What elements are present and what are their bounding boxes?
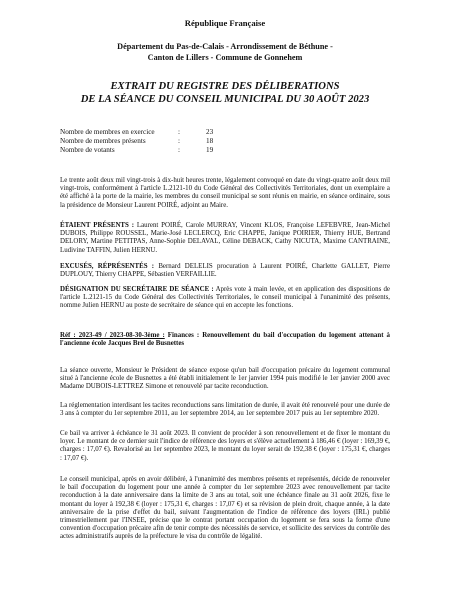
paragraph-2: [60, 402, 390, 418]
secretary-paragraph: [60, 286, 390, 311]
count-value: 19: [206, 146, 214, 155]
present-paragraph: [60, 222, 390, 255]
intro-paragraph: [60, 177, 390, 210]
department-line-1: Département du Pas-de-Calais - Arrondissement de Béthune -: [117, 42, 333, 51]
present-text: [60, 222, 390, 255]
republic-heading: République Française: [184, 18, 266, 28]
paragraph-3-text: Ce bail va arriver à échéance le 31 août 2023. Il convient de procéder à son renouvellement et de fixer le montant du loyer. Le montant de ce dernier suit l'indice de référence des loyers et s'élève actuellement à 186,46 € (loyer : 169,39 €, charges : 17,07 €). Revalorisé au 1er septembre 2023, le montant du loyer serait de 192,38 € (loyer : 175,31 €, charges : 17,07 €).: [60, 430, 390, 462]
excused-names: Bernard DELELIS procuration à Laurent POIRÉ, Charlette GALLET, Pierre DUPLOUY, Thierry CHAPPE, Sébastien VERFAILLIE.: [60, 263, 391, 279]
secretary-body: Après vote à main levée, et en application des dispositions de l'article L.2121-15 du Code Général des Collectivités Territoriales, le conseil municipal à l'unanimité des présents, nomme Julien HERNU au poste de secrétaire de séance qui en accepte les fonctions.: [60, 286, 390, 310]
count-label: Nombre de votants: [60, 146, 115, 155]
count-label: Nombre de membres en exercice: [60, 128, 155, 136]
document-title: [0, 80, 450, 106]
present-names: Laurent POIRÉ, Carole MURRAY, Vincent KLOS, Françoise LEFEBVRE, Jean-Michel DUBOIS, Philippe ROUSSEL, Marie-José LECLERCQ, Eric CHAPPE, Janique POIRIER, Thierry HUE, Bertrand DELORY, Martine PETITPAS, Anne-Sophie DELAVAL, Céline DEBACK, Cathy NICUTA, Maxime CANTRAINE, Ludivine TAFFIN, Julien HERNU.: [60, 222, 390, 254]
title-line-2: DE LA SÉANCE DU CONSEIL MUNICIPAL DU 30 AOÛT 2023: [80, 94, 370, 105]
count-separator: :: [178, 128, 180, 136]
paragraph-2-text: La réglementation interdisant les tacites reconductions sans limitation de durée, il avait été renouvelé pour une durée de 3 ans à compter du 1er septembre 2011, au 1er septembre 2014, au 1er septembre 2017 puis au 1er septembre 2020.: [60, 402, 390, 418]
secretary-label: DÉSIGNATION DU SECRÉTAIRE DE SÉANCE :: [60, 286, 214, 293]
paragraph-1-text: La séance ouverte, Monsieur le Président de séance expose qu'un bail d'occupation précaire du logement communal situé à l'ancienne école de Busnettes a été établi initialement le 1er janvier 1994 puis modifié le 1er janvier 2000 avec Madame DUBOIS-LETTREZ Simone et renouvelé par tacite reconduction.: [60, 367, 390, 391]
paragraph-1: [60, 367, 390, 392]
excused-paragraph: [60, 263, 390, 279]
reference-text: [60, 332, 390, 348]
title-line-1: EXTRAIT DU REGISTRE DES DÉLIBERATIONS: [110, 81, 340, 92]
present-label: ÉTAIENT PRÉSENTS :: [60, 222, 135, 229]
count-value: 23: [206, 128, 214, 136]
reference-subject: Finances : Renouvellement du bail d'occupation du logement attenant à l'ancienne école Jacques Brel de Busnettes: [60, 332, 390, 348]
count-separator: :: [178, 137, 180, 146]
count-row: [60, 146, 226, 155]
department-line-2: Canton de Lillers - Commune de Gonnehem: [147, 53, 303, 62]
secretary-text: [60, 286, 390, 311]
count-row: [60, 128, 226, 137]
department-heading: [0, 41, 450, 63]
member-counts: [60, 128, 226, 156]
reference-label: Réf : 2023-49 / 2023-08-30-3ème :: [60, 332, 165, 339]
intro-text: Le trente août deux mil vingt-trois à dix-huit heures trente, légalement convoqué en date du vingt-quatre août deux mil vingt-trois, conformément à l'article L.2121-10 du Code Général des Collectivités Territoriales, dont un exemplaire a été affiché à la porte de la mairie, les membres du conseil municipal se sont réunis en mairie, en séance ordinaire, sous la présidence de Monsieur Laurent POIRÉ, adjoint au Maire.: [60, 177, 390, 209]
paragraph-4: [60, 476, 390, 542]
reference-paragraph: [60, 332, 390, 348]
paragraph-4-text: Le conseil municipal, après en avoir délibéré, à l'unanimité des membres présents et représentés, décide de renouveler le bail d'occupation du logement pour une année à compter du 1er septembre 2023 avec renouvellement par tacite reconduction à la date anniversaire dans la limite de 3 ans au total, soit une échéance finale au 31 août 2026, fixe le montant du loyer à 192,38 € (loyer : 175,31 €, charges : 17,07 €) et sa révision de plein droit, chaque année, à la date anniversaire de la prise d'effet du bail, suivant l'augmentation de l'indice de référence des loyers (IRL) publié trimestriellement par l'INSEE, précise que le contrat portant occupation du logement se fera sous la forme d'une convention d'occupation précaire afin de tenir compte des nécessités de service, et sollicite des services du contrôle des actes administratifs auprès de la préfecture le visa du contrôle de légalité.: [60, 476, 390, 541]
count-value: 18: [206, 137, 214, 146]
count-separator: :: [178, 146, 180, 155]
excused-label: EXCUSÉS, RÉPRÉSENTÉS :: [60, 263, 155, 270]
count-label: Nombre de membres présents: [60, 137, 146, 146]
paragraph-3: [60, 430, 390, 463]
excused-text: [60, 263, 390, 279]
count-row: [60, 137, 226, 146]
